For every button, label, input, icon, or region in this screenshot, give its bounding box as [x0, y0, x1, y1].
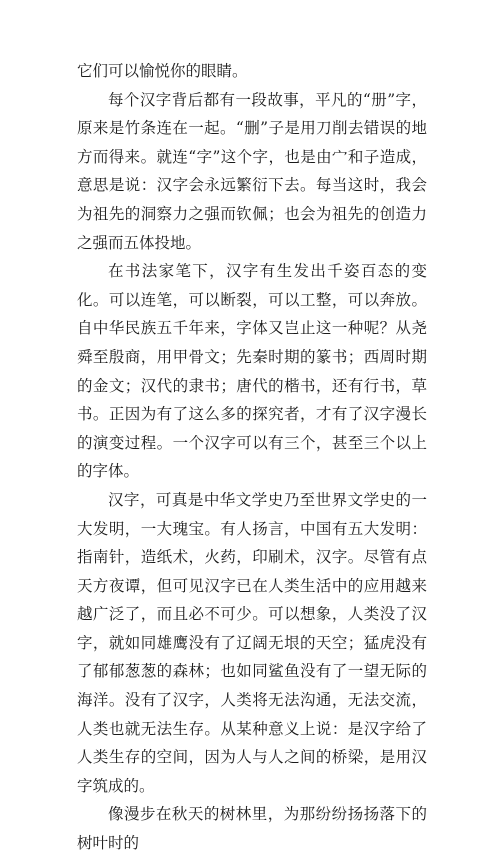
article-body	[77, 57, 427, 858]
paragraph-autumn-forest: 像漫步在秋天的树林里，为那纷纷扬扬落下的树叶时的	[77, 805, 427, 853]
paragraph-calligraphy: 在书法家笔下，汉字有生发出千姿百态的变化。可以连笔，可以断裂，可以工整，可以奔放。自中华民族五千年来，字体又岂止这一种呢？从尧舜至殷商，用甲骨文；先秦时期的篆书；西周时期的金文；汉代的隶书；唐代的楷书，还有行书，草书。正因为有了这么多的探究者，才有了汉字漫长的演变过程。一个汉字可以有三个，甚至三个以上的字体。	[77, 262, 427, 481]
paragraph-character-stories: 每个汉字背后都有一段故事，平凡的“册”字，原来是竹条连在一起。“删”子是用刀削去错误的地方而得来。就连“字”这个字，也是由宀和子造成，意思是说：汉字会永远繁衍下去。每当这时，我会为祖先的洞察力之强而钦佩；也会为祖先的创造力之强而五体投地。	[77, 90, 427, 252]
paragraph-continuation: 它们可以愉悦你的眼睛。	[77, 62, 248, 80]
paragraph-great-invention: 汉字，可真是中华文学史乃至世界文学史的一大发明，一大瑰宝。有人扬言，中国有五大发明：指南针，造纸术，火药，印刷术，汉字。尽管有点天方夜谭，但可见汉字已在人类生活中的应用越来越广泛了，而且必不可少。可以想象，人类没了汉字，就如同雄鹰没有了辽阔无垠的天空；猛虎没有了郁郁葱葱的森林；也如同鲨鱼没有了一望无际的海洋。没有了汉字，人类将无法沟通，无法交流，人类也就无法生存。从某种意义上说：是汉字给了人类生存的空间，因为人与人之间的桥梁，是用汉字筑成的。	[77, 490, 427, 795]
